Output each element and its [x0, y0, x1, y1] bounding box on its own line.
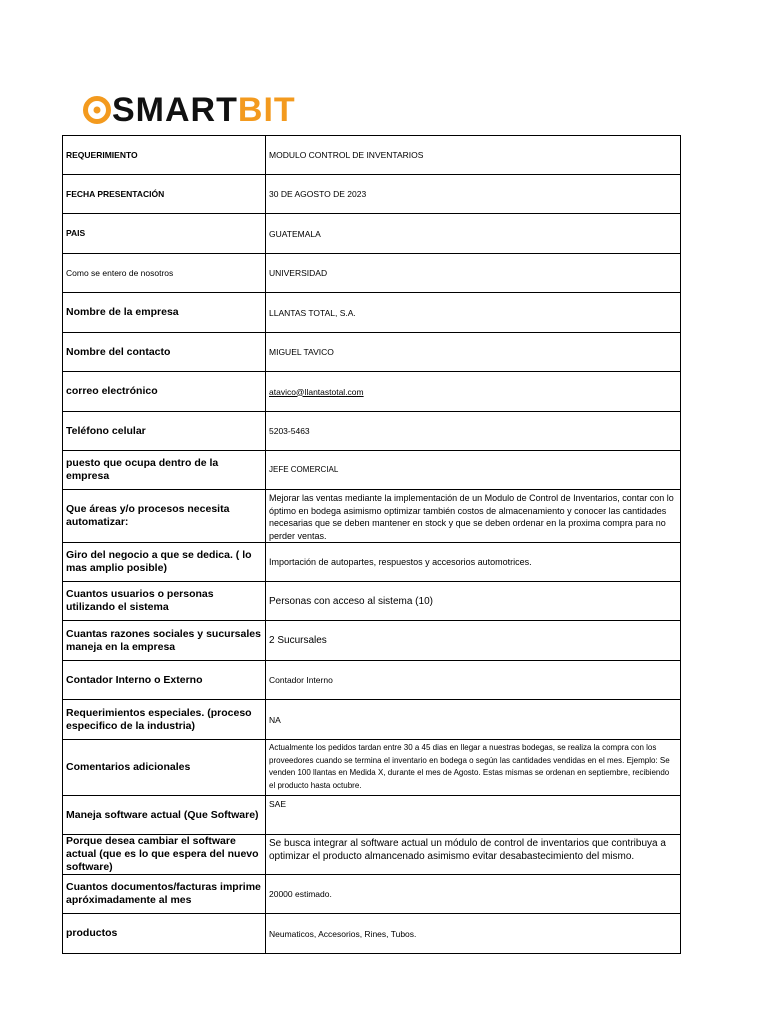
table-row: [63, 835, 681, 875]
row-value: MODULO CONTROL DE INVENTARIOS: [266, 136, 681, 175]
row-label: Giro del negocio a que se dedica. ( lo mas amplio posible): [63, 543, 266, 582]
table-row: [63, 740, 681, 796]
logo-bit: BIT: [237, 91, 296, 129]
table-row: [63, 451, 681, 490]
table-row: [63, 136, 681, 175]
row-value: Actualmente los pedidos tardan entre 30 a 45 dias en llegar a nuestras bodegas, se realiza la compra con los proveedores cuando se termina el inventario en bodega o según las cantidades vendidas en el mes. Ejemplo: Se venden 100 llantas en Medida X, durante el mes de Agosto. Estas mismas se ordenan en septiembre, recibiendo el producto hasta octubre.: [266, 740, 681, 796]
row-label: puesto que ocupa dentro de la empresa: [63, 451, 266, 490]
row-label: Requerimientos especiales. (proceso especifico de la industria): [63, 700, 266, 740]
row-value: UNIVERSIDAD: [266, 254, 681, 293]
table-row: [63, 796, 681, 835]
table-row: [63, 700, 681, 740]
row-label: Cuantos usuarios o personas utilizando el sistema: [63, 582, 266, 621]
table-row: [63, 661, 681, 700]
row-value: 20000 estimado.: [266, 875, 681, 914]
row-label: correo electrónico: [63, 372, 266, 412]
row-value: 30 DE AGOSTO DE 2023: [266, 175, 681, 214]
smartbit-logo: [82, 92, 296, 128]
row-value: Neumaticos, Accesorios, Rines, Tubos.: [266, 914, 681, 954]
table-row: [63, 875, 681, 914]
row-label: REQUERIMIENTO: [63, 136, 266, 175]
table-row: [63, 914, 681, 954]
row-label: Como se entero de nosotros: [63, 254, 266, 293]
table-row: [63, 333, 681, 372]
logo-smart: SMART: [112, 91, 238, 129]
row-label: Que áreas y/o procesos necesita automatizar:: [63, 490, 266, 543]
row-value: Importación de autopartes, respuestos y accesorios automotrices.: [266, 543, 681, 582]
row-label: PAIS: [63, 214, 266, 254]
row-value: 5203-5463: [266, 412, 681, 451]
requirements-table: [62, 135, 681, 954]
row-label: Teléfono celular: [63, 412, 266, 451]
row-label: Porque desea cambiar el software actual (que es lo que espera del nuevo software): [63, 835, 266, 875]
table-row: [63, 175, 681, 214]
row-value: Mejorar las ventas mediante la implementación de un Modulo de Control de Inventarios, contar con lo óptimo en bodega asimismo optimizar también costos de almacenamiento y conocer las cantidades necesarias que se deben mantener en stock y que se deben ordenar en la proxima compra para no perder ventas.: [266, 490, 681, 543]
row-value: LLANTAS TOTAL, S.A.: [266, 293, 681, 333]
table-row: [63, 543, 681, 582]
email-link[interactable]: atavico@llantastotal.com: [269, 386, 364, 397]
table-row: [63, 293, 681, 333]
table-row: [63, 412, 681, 451]
table-row: [63, 254, 681, 293]
row-value: 2 Sucursales: [266, 621, 681, 661]
table-row: [63, 214, 681, 254]
row-label: FECHA PRESENTACIÓN: [63, 175, 266, 214]
row-value: Contador Interno: [266, 661, 681, 700]
row-label: Comentarios adicionales: [63, 740, 266, 796]
row-value: MIGUEL TAVICO: [266, 333, 681, 372]
logo-wordmark: [112, 92, 296, 128]
row-label: Cuantos documentos/facturas imprime apróximadamente al mes: [63, 875, 266, 914]
row-value: Se busca integrar al software actual un módulo de control de inventarios que contribuya a optimizar el producto almancenado asimismo evitar desabastecimiento del mismo.: [266, 835, 681, 875]
row-label: productos: [63, 914, 266, 954]
table-row: [63, 621, 681, 661]
row-value: Personas con acceso al sistema (10): [266, 582, 681, 621]
row-value: GUATEMALA: [266, 214, 681, 254]
row-label: Nombre de la empresa: [63, 293, 266, 333]
row-label: Nombre del contacto: [63, 333, 266, 372]
smartbit-logo-icon: [82, 95, 112, 125]
row-value: SAE: [266, 796, 681, 835]
row-value: NA: [266, 700, 681, 740]
table-row: [63, 490, 681, 543]
row-label: Cuantas razones sociales y sucursales maneja en la empresa: [63, 621, 266, 661]
table-row: [63, 582, 681, 621]
table-row: [63, 372, 681, 412]
row-label: Contador Interno o Externo: [63, 661, 266, 700]
row-value: JEFE COMERCIAL: [266, 451, 681, 490]
row-label: Maneja software actual (Que Software): [63, 796, 266, 835]
